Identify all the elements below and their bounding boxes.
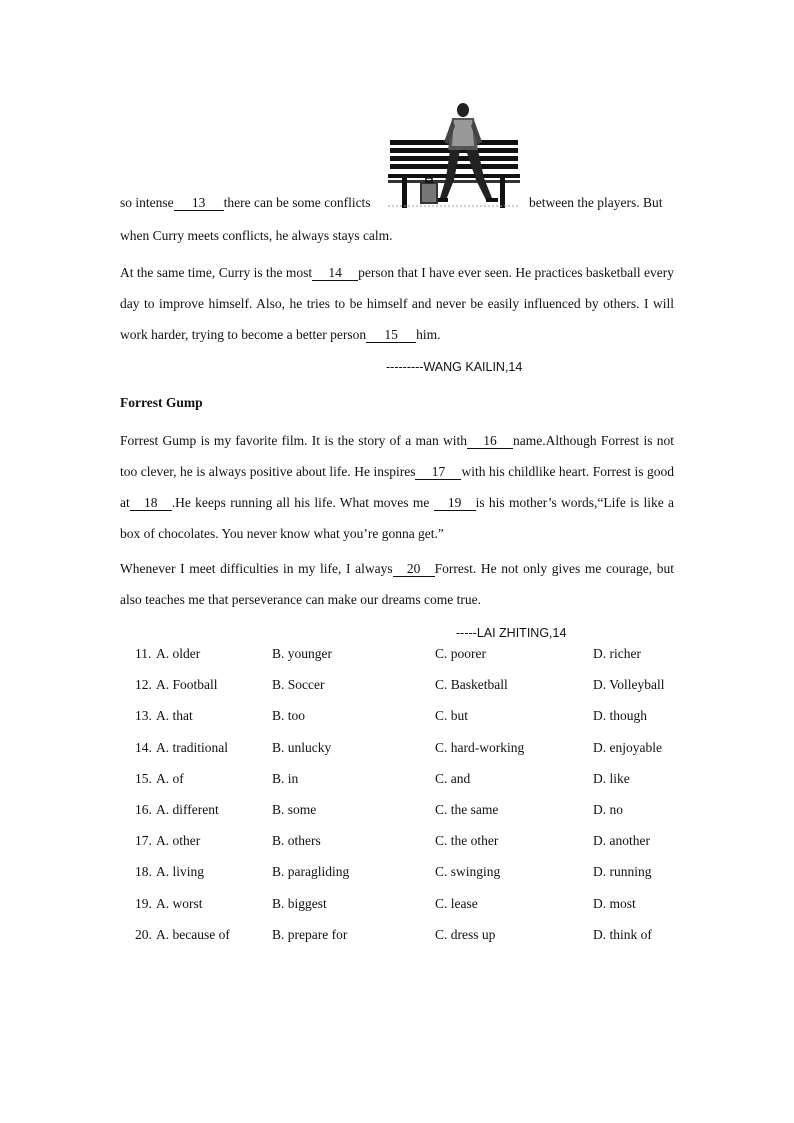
option-row-13: 13. A. that B. too C. but D. though (135, 708, 647, 724)
option-c: C. swinging (435, 864, 501, 880)
passage2-paragraph1: Forrest Gump is my favorite film. It is the story of a man with 16 name.Although Forrest is not too clever, he is always positive about life. He inspires 17 with his childlike heart. Forrest is good at 18 .He keeps running all his life. What moves me 19 is his mother’s words,“Life is like a box of chocolates. You never know what you’re gonna get.” (120, 433, 674, 541)
option-d: D. most (593, 895, 636, 911)
option-row-19: 19. A. worst B. biggest C. lease D. most (135, 895, 636, 911)
option-b: B. younger (272, 646, 332, 661)
option-row-14: 14. A. traditional B. unlucky C. hard-working D. enjoyable (135, 739, 662, 755)
option-c: C. and (435, 770, 471, 786)
option-row-12: 12. A. Football B. Soccer C. Basketball D. Volleyball (135, 677, 665, 693)
line1-text-middle: there can be some conflicts (223, 195, 371, 210)
option-a: A. older (156, 646, 201, 661)
option-d: D. richer (593, 646, 641, 661)
option-d: D. think of (593, 926, 652, 942)
option-c: C. the same (435, 801, 499, 817)
passage2-signature: -----LAI ZHITING,14 (456, 626, 567, 640)
option-c: C. dress up (435, 926, 496, 942)
option-d: D. enjoyable (593, 739, 662, 755)
blank-18: 18 (130, 496, 172, 511)
option-c: C. but (435, 708, 469, 724)
option-a: A. other (156, 833, 201, 849)
answer-options-list (135, 646, 695, 958)
blank-14: 14 (312, 266, 358, 281)
option-d: D. another (593, 833, 650, 849)
option-a: A. of (156, 770, 184, 786)
option-c: C. the other (435, 833, 499, 849)
option-b: B. paragliding (272, 864, 350, 880)
option-c: C. hard-working (435, 739, 525, 755)
passage1-paragraph2: At the same time, Curry is the most 14 person that I have ever seen. He practices basketball every day to improve himself. Also, he tries to be himself and never be easily influenced by others. I will work harder, trying to become a better person 15 him. (120, 265, 674, 342)
passage1-signature: ---------WANG KAILIN,14 (386, 360, 523, 374)
option-d: D. like (593, 770, 630, 786)
passage2-paragraph2: Whenever I meet difficulties in my life, I always 20 Forrest. He not only gives me courage, but also teaches me that perseverance can make our dreams come true. (120, 561, 674, 607)
option-a: A. worst (156, 895, 203, 911)
option-a: A. living (156, 864, 205, 880)
line1-text-before: so intense (120, 195, 174, 210)
option-d: D. no (593, 801, 623, 817)
option-b: B. biggest (272, 895, 327, 911)
option-c: C. lease (435, 895, 478, 911)
blank-13: 13 (174, 196, 224, 211)
passage1-line1 (120, 193, 674, 213)
option-d: D. running (593, 864, 652, 880)
option-a: A. traditional (156, 739, 228, 755)
option-b: B. others (272, 833, 321, 849)
blank-20: 20 (393, 562, 435, 577)
blank-16: 16 (467, 434, 513, 449)
option-c: C. Basketball (435, 677, 508, 693)
option-row-18: 18. A. living B. paragliding C. swinging D. running (135, 864, 652, 880)
option-row-20: 20. A. because of B. prepare for C. dress up D. think of (135, 926, 652, 942)
option-b: B. prepare for (272, 926, 348, 942)
option-row-17: 17. A. other B. others C. the other D. another (135, 833, 650, 849)
blank-15: 15 (366, 328, 416, 343)
option-d: D. though (593, 708, 647, 724)
passage2-title: Forrest Gump (120, 395, 203, 410)
option-a: A. Football (156, 677, 218, 693)
option-row-16: 16. A. different B. some C. the same D. no (135, 801, 623, 817)
blank-17: 17 (415, 465, 461, 480)
option-b: B. unlucky (272, 739, 332, 755)
option-c: C. poorer (435, 646, 486, 661)
option-row-15: 15. A. of B. in C. and D. like (135, 770, 630, 786)
blank-19: 19 (434, 496, 476, 511)
option-b: B. Soccer (272, 677, 325, 693)
passage1-line2: when Curry meets conflicts, he always stays calm. (120, 228, 393, 243)
option-b: B. some (272, 801, 317, 817)
option-b: B. too (272, 708, 306, 724)
option-d: D. Volleyball (593, 677, 665, 693)
option-row-11: 11. A. older B. younger C. poorer D. richer (135, 646, 641, 661)
option-a: A. that (156, 708, 193, 724)
option-a: A. because of (156, 926, 230, 942)
option-a: A. different (156, 801, 219, 817)
option-b: B. in (272, 770, 299, 786)
line1-text-after: between the players. But (529, 195, 663, 210)
